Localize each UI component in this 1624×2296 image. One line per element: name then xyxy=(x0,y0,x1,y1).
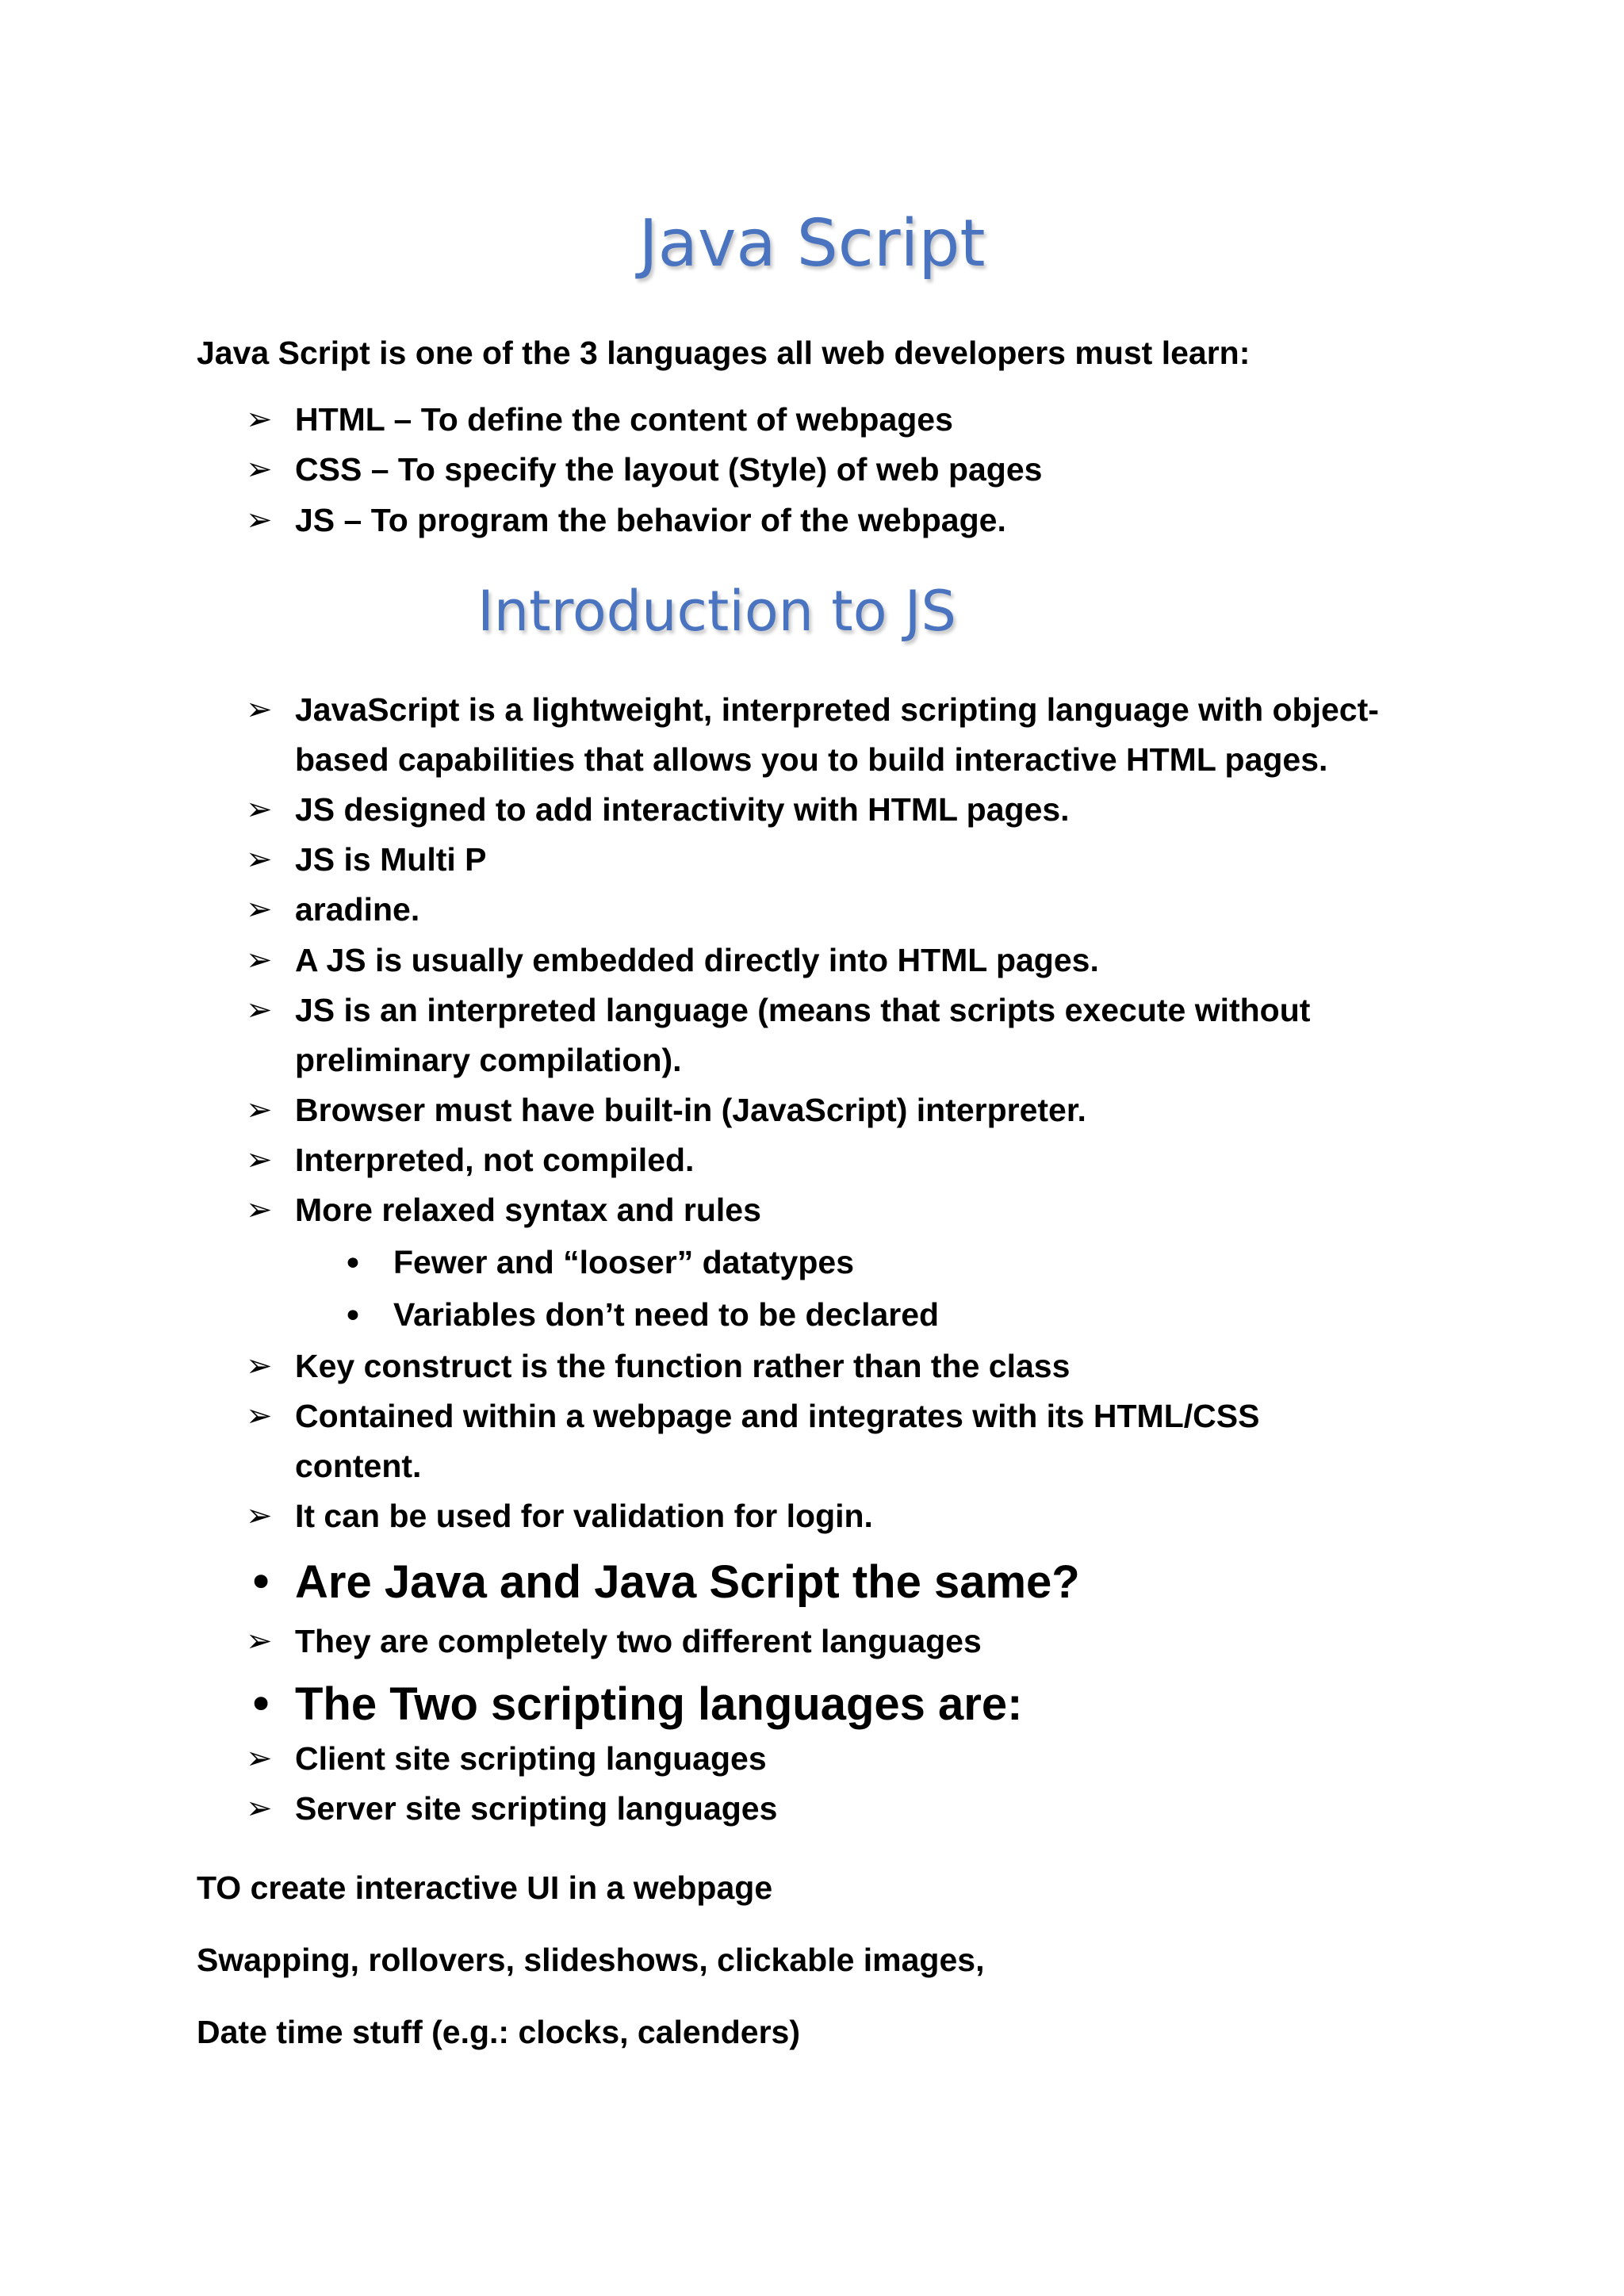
list-item-text: JS – To program the behavior of the webpage. xyxy=(295,502,1006,538)
arrow-bullet-icon: ➢ xyxy=(246,502,273,538)
arrow-bullet-icon: ➢ xyxy=(246,1092,273,1128)
arrow-bullet-icon: ➢ xyxy=(246,1348,273,1384)
list-item-text: More relaxed syntax and rules xyxy=(295,1192,761,1228)
dot-bullet-icon: • xyxy=(247,1556,275,1609)
list-item-text: Fewer and “looser” datatypes xyxy=(393,1244,855,1280)
intro-paragraph: Java Script is one of the 3 languages all web developers must learn: xyxy=(197,335,1251,371)
list-item-text: A JS is usually embedded directly into HTML pages. xyxy=(295,942,1099,978)
arrow-bullet-icon: ➢ xyxy=(246,1790,273,1827)
arrow-bullet-icon: ➢ xyxy=(246,791,273,828)
list-item-text: Variables don’t need to be declared xyxy=(393,1296,940,1333)
dot-bullet-icon: • xyxy=(247,1678,275,1732)
dot-bullet-icon: • xyxy=(343,1244,363,1284)
arrow-bullet-icon: ➢ xyxy=(246,1192,273,1228)
list-item-text: CSS – To specify the layout (Style) of web pages xyxy=(295,451,1043,488)
arrow-bullet-icon: ➢ xyxy=(246,691,273,728)
list-item-text: JS is Multi P xyxy=(295,841,487,878)
closing-line: TO create interactive UI in a webpage xyxy=(197,1869,773,1906)
arrow-bullet-icon: ➢ xyxy=(246,1623,273,1659)
section-title: Introduction to JS xyxy=(477,579,956,644)
arrow-bullet-icon: ➢ xyxy=(246,841,273,878)
page-title: Java Script xyxy=(638,206,986,281)
arrow-bullet-icon: ➢ xyxy=(246,1142,273,1178)
dot-bullet-icon: • xyxy=(343,1296,363,1337)
list-item-text: The Two scripting languages are: xyxy=(295,1678,1023,1730)
list-item-text: based capabilities that allows you to build interactive HTML pages. xyxy=(295,741,1328,778)
list-item-text: JS is an interpreted language (means that scripts execute without xyxy=(295,992,1311,1028)
list-item-text: It can be used for validation for login. xyxy=(295,1498,873,1534)
arrow-bullet-icon: ➢ xyxy=(246,992,273,1028)
arrow-bullet-icon: ➢ xyxy=(246,401,273,438)
list-item-text: Client site scripting languages xyxy=(295,1740,767,1777)
list-item-text: preliminary compilation). xyxy=(295,1042,682,1078)
list-item-text: They are completely two different languages xyxy=(295,1623,982,1659)
arrow-bullet-icon: ➢ xyxy=(246,942,273,978)
closing-line: Swapping, rollovers, slideshows, clickable images, xyxy=(197,1942,985,1978)
arrow-bullet-icon: ➢ xyxy=(246,451,273,488)
list-item-text: Are Java and Java Script the same? xyxy=(295,1556,1080,1608)
arrow-bullet-icon: ➢ xyxy=(246,1398,273,1434)
list-item-text: Key construct is the function rather than the class xyxy=(295,1348,1071,1384)
arrow-bullet-icon: ➢ xyxy=(246,891,273,928)
list-item-text: aradine. xyxy=(295,891,420,928)
list-item-text: JS designed to add interactivity with HTML pages. xyxy=(295,791,1070,828)
list-item-text: HTML – To define the content of webpages xyxy=(295,401,953,438)
list-item-text: Server site scripting languages xyxy=(295,1790,778,1827)
list-item-text: JavaScript is a lightweight, interpreted scripting language with object- xyxy=(295,691,1379,728)
list-item-text: Browser must have built-in (JavaScript) interpreter. xyxy=(295,1092,1086,1128)
list-item-text: Contained within a webpage and integrates with its HTML/CSS xyxy=(295,1398,1260,1434)
list-item-text: Interpreted, not compiled. xyxy=(295,1142,695,1178)
arrow-bullet-icon: ➢ xyxy=(246,1498,273,1534)
list-item-text: content. xyxy=(295,1448,422,1484)
closing-line: Date time stuff (e.g.: clocks, calenders) xyxy=(197,2014,801,2050)
arrow-bullet-icon: ➢ xyxy=(246,1740,273,1777)
